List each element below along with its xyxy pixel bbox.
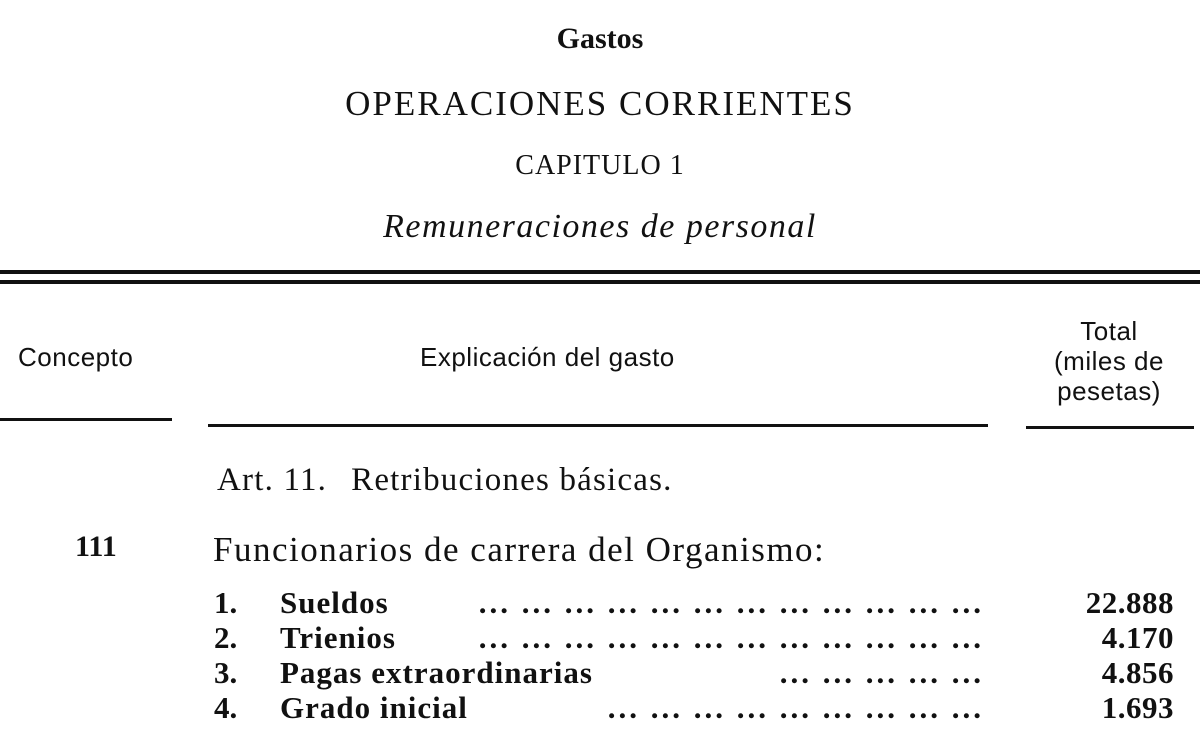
item-amount: 4.170 [1101, 620, 1174, 655]
table-row [214, 620, 1174, 656]
item-label: Trienios [280, 620, 396, 655]
article-heading [217, 462, 673, 499]
double-rule-top [0, 270, 1200, 274]
item-label: Grado inicial [280, 690, 468, 725]
item-leader-dots: ... ... ... ... ... ... ... ... ... ... ... ... [478, 585, 984, 620]
article-title: Retribuciones básicas. [351, 462, 673, 498]
column-header-total-line1: Total [1080, 316, 1138, 346]
table-row [214, 655, 1174, 691]
item-number: 2. [214, 620, 238, 655]
header-rule-concepto [0, 418, 172, 421]
page-title: Gastos [556, 22, 644, 55]
double-rule-bottom [0, 280, 1200, 284]
article-number: Art. 11. [217, 462, 328, 498]
item-amount: 1.693 [1101, 690, 1174, 725]
column-header-explicacion: Explicación del gasto [420, 342, 675, 372]
item-number: 4. [214, 690, 238, 725]
item-number: 3. [214, 655, 238, 690]
item-leader-dots: ... ... ... ... ... ... ... ... ... ... ... ... [478, 620, 984, 655]
column-header-total [1024, 316, 1194, 406]
item-leader-dots: ... ... ... ... ... [779, 655, 984, 690]
table-row [214, 585, 1174, 621]
subtitle-heading: Remuneraciones de personal [383, 208, 817, 245]
item-label: Sueldos [280, 585, 389, 620]
item-leader-dots: ... ... ... ... ... ... ... ... ... [607, 690, 984, 725]
item-number: 1. [214, 585, 238, 620]
header-rule-total [1026, 426, 1194, 429]
header-rule-explicacion [208, 424, 988, 427]
chapter-heading: CAPITULO 1 [515, 150, 685, 181]
column-header-total-line3: pesetas) [1057, 376, 1161, 406]
column-header-concepto: Concepto [18, 342, 134, 372]
item-amount: 4.856 [1101, 655, 1174, 690]
section-heading: OPERACIONES CORRIENTES [345, 84, 855, 123]
table-row [214, 690, 1174, 726]
item-label: Pagas extraordinarias [280, 655, 593, 690]
concept-code: 111 [75, 530, 117, 563]
column-header-total-line2: (miles de [1054, 346, 1164, 376]
concept-description: Funcionarios de carrera del Organismo: [213, 530, 826, 569]
item-amount: 22.888 [1085, 585, 1174, 620]
